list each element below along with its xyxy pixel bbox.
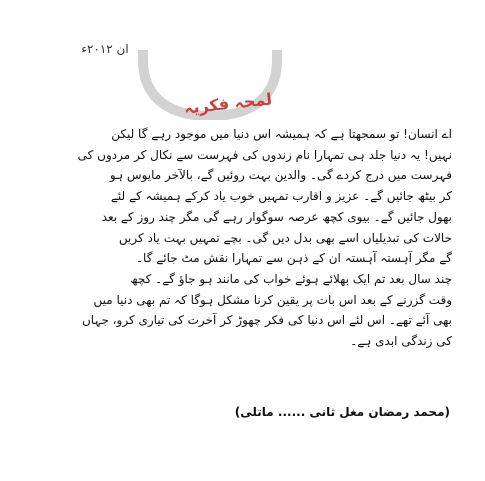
header-fragment: ان ۲۰۱۲ء: [81, 42, 129, 56]
column-title: لمحہ فکریہ: [183, 89, 273, 118]
text-line: وقت گزرنے کے بعد اس بات پر یقین کرنا مشکل ہوگا کہ تم بھی دنیا میں: [93, 292, 452, 307]
text-line: اے انسان! تو سمجھتا ہے کہ ہمیشہ اس دنیا میں موجود رہے گا لیکن: [111, 127, 452, 141]
text-line: گے مگر آہستہ آہستہ ان کے ذہن سے تمہارا نقش مٹ جائے گا۔: [136, 251, 452, 266]
text-line: چند سال بعد تم ایک بھلائے ہوئے خواب کی مانند ہو جاؤ گے۔ کچھ: [130, 271, 452, 286]
text-line: کی زندگی ابدی ہے۔: [350, 334, 452, 349]
author-credit: (محمد رمضان مغل ثانی ...... ماتلی): [234, 405, 450, 419]
article-body: [42, 124, 452, 352]
text-line: نہیں! یہ دنیا جلد ہی تمہارا نام زندوں کی فہرست سے نکال کر مردوں کی: [77, 147, 452, 162]
paragraph-1: [42, 124, 452, 269]
paragraph-2: [42, 269, 452, 352]
text-line: حالات کی تبدیلیاں اسے بھی بدل دیں گی۔ بچے تمہیں بہت یاد کریں: [118, 230, 452, 245]
text-line: فہرست میں درج کردے گی۔ والدین بہت روئیں گے، بالآخر مایوس ہو: [109, 168, 452, 183]
text-line: بھول جائیں گے۔ بیوی کچھ عرصہ سوگوار رہے گی مگر چند روز کے بعد: [101, 209, 452, 224]
text-line: بھی آئے تھے۔ اس لئے اس دنیا کی فکر چھوڑ کر آخرت کی تیاری کرو، جہاں: [81, 313, 452, 328]
text-line: کر بیٹھ جائیں گے۔ عزیز و اقارب تمہیں خوب یاد کرکے ہمیشہ کے لئے: [110, 189, 452, 204]
